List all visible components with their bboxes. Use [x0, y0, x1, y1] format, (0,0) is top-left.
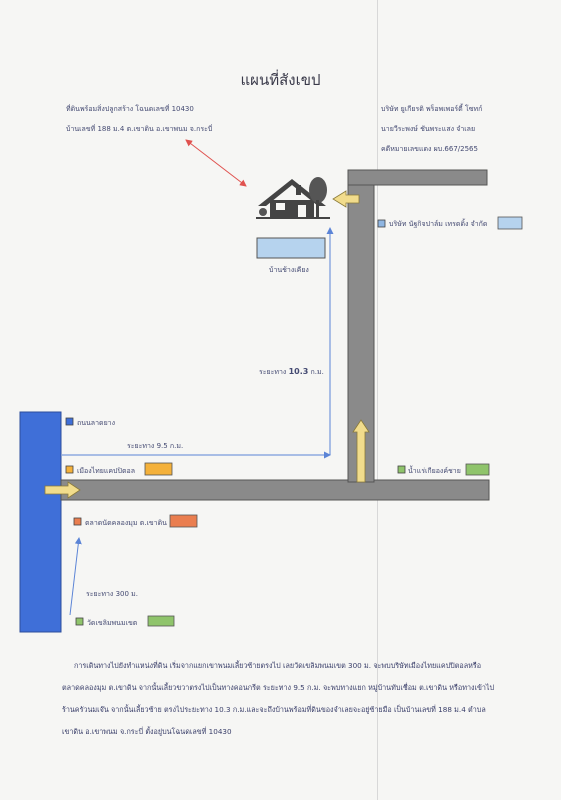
school-label: เมืองไทยแคปปิตอล: [77, 467, 135, 475]
plaintiff-company: บริษัท ยูเกียรติ พร็อพเพอร์ตี้ โซทก์: [381, 105, 483, 113]
property-address: บ้านเลขที่ 188 ม.4 ต.เขาดิน อ.เขาพนม จ.กระบี่: [66, 125, 213, 133]
distance-9-5km: ระยะทาง 9.5 ก.ม.: [127, 442, 184, 450]
route-arrow-300m: [70, 538, 79, 615]
market-swatch: [170, 515, 197, 527]
description-line: ตลาดคลองมุม ต.เขาดิน จากนั้นเลี้ยวขวาตรงไปเป็นทางคอนกรีต ระยะทาง 9.5 ก.ม. จะพบทางแยก หมู่บ้านทับเชื่อม ต.เขาดิน หรือทางเข้าไป: [62, 683, 495, 692]
route-description: [62, 655, 532, 743]
water-marker: [398, 466, 405, 473]
highway-marker: [66, 418, 73, 425]
property-title-deed: ที่ดินพร้อมสิ่งปลูกสร้าง โฉนดเลขที่ 10430: [66, 105, 194, 113]
description-line: ร้านครัวนมเจ๊น จากนั้นเลี้ยวซ้าย ตรงไประยะทาง 10.3 ก.ม.และจะถึงบ้านพร้อมที่ดินของจำเลยจะอยู่ซ้ายมือ เป็นบ้านเลขที่ 188 ม.4 ตำบล: [62, 705, 486, 714]
palm-company-swatch: [498, 217, 522, 229]
house-icon: [256, 177, 330, 219]
water-swatch: [466, 464, 489, 475]
description-line: เขาดิน อ.เขาพนม จ.กระบี่ ตั้งอยู่บนโฉนดเลขที่ 10430: [62, 727, 232, 736]
horizontal-road: [61, 480, 489, 500]
temple-swatch: [148, 616, 174, 626]
palm-company-marker: [378, 220, 385, 227]
distance-10-3km: ระยะทาง 10.3 ก.ม.: [259, 367, 324, 376]
neighbor-house-label: บ้านช้างเคียง: [269, 266, 309, 274]
map-title: แผนที่สังเขป: [240, 71, 321, 89]
water-label: น้ำแร่เกียองค์ชาย: [408, 467, 461, 475]
market-label: ตลาดนัดคลองมุม ต.เขาดิน: [85, 519, 167, 527]
main-highway: [20, 412, 61, 632]
case-number: คดีหมายเลขแดง ผบ.667/2565: [381, 145, 478, 153]
temple-marker: [76, 618, 83, 625]
school-swatch: [145, 463, 172, 475]
distance-300m: ระยะทาง 300 ม.: [86, 590, 138, 598]
highway-label: ถนนลาดยาง: [77, 419, 116, 427]
neighbor-house-swatch: [257, 238, 325, 258]
top-road: [348, 170, 487, 185]
property-pointer: [186, 140, 246, 186]
defendant-name: นายวีระพงษ์ ชันพระแสง จำเลย: [381, 125, 476, 133]
school-marker: [66, 466, 73, 473]
description-line: การเดินทางไปยังทำแหน่งที่ดิน เริ่มจากแยกเขาพนมเลี้ยวซ้ายตรงไป เลยวัดเขลิมพนมเขต 300 ม. จะพบบริษัทเมืองไทยแคปปิตอลหรือ: [74, 661, 482, 670]
temple-label: วัดเขลิมพนมเขต: [87, 619, 138, 627]
market-marker: [74, 518, 81, 525]
palm-company-label: บริษัท นัฐกิจปาล์ม เทรดดิ้ง จำกัด: [389, 220, 488, 228]
